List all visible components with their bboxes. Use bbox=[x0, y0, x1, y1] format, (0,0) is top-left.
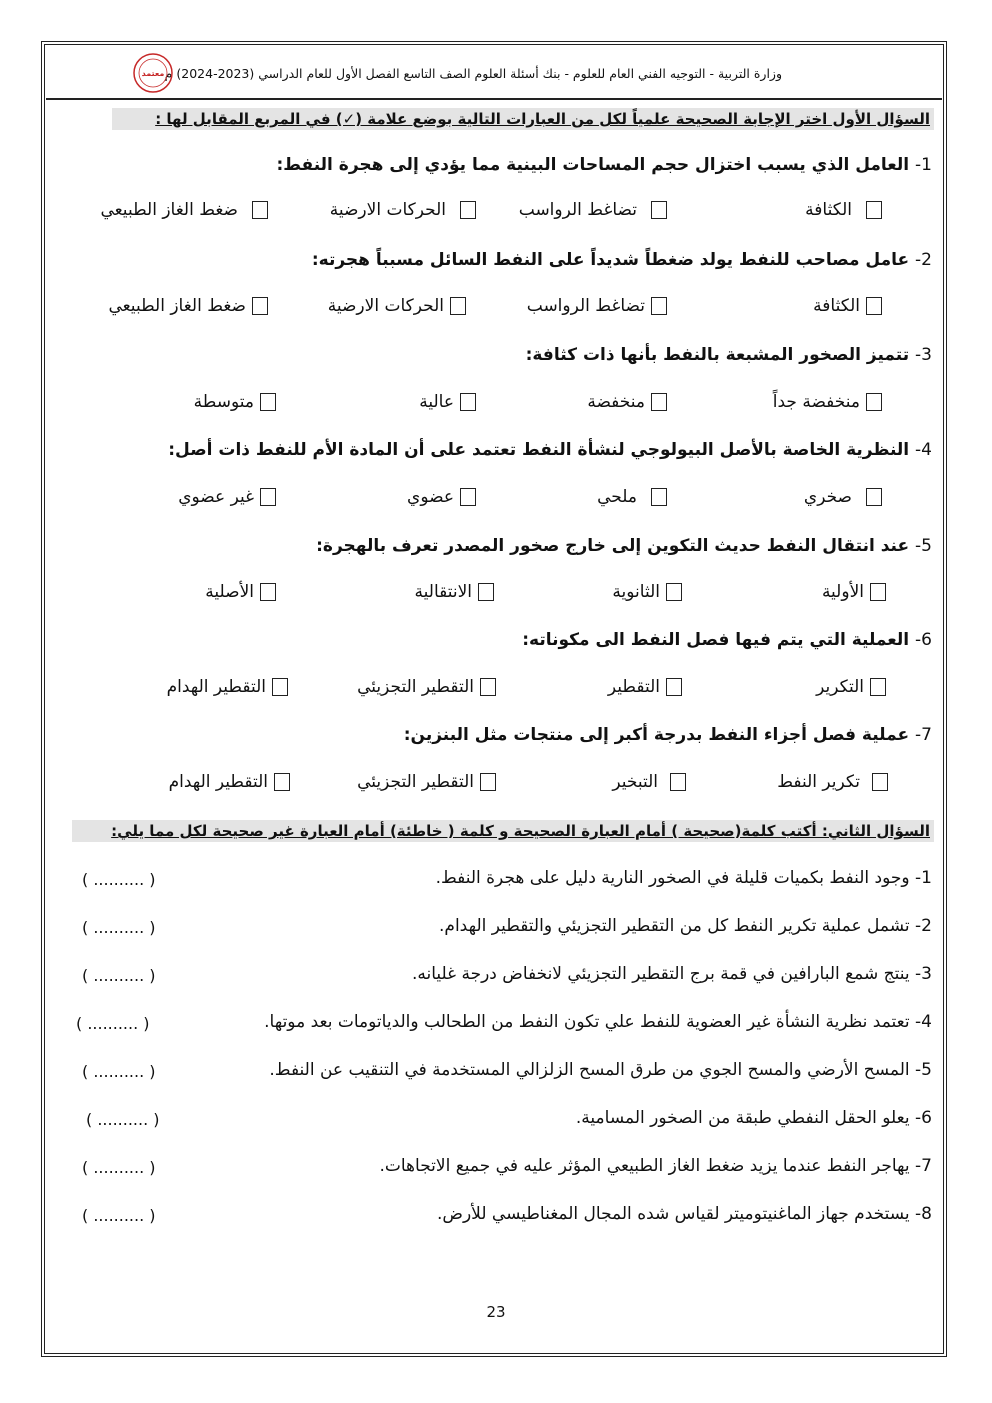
option-q2-4[interactable]: ضغط الغاز الطبيعي bbox=[108, 296, 268, 316]
statement-5: 5- المسح الأرضي والمسح الجوي من طرق المسح الزلزالي المستخدمة في التنقيب عن النفط. bbox=[269, 1060, 932, 1080]
checkbox[interactable] bbox=[260, 488, 276, 506]
question-5: 5- عند انتقال النفط حديث التكوين إلى خارج صخور المصدر تعرف بالهجرة: bbox=[316, 536, 932, 556]
answer-blank-7[interactable]: ( .......... ) bbox=[82, 1158, 156, 1177]
option-q7-4[interactable]: التقطير الهدام bbox=[169, 772, 290, 792]
checkbox[interactable] bbox=[651, 297, 667, 315]
answer-blank-8[interactable]: ( .......... ) bbox=[82, 1206, 156, 1225]
checkbox[interactable] bbox=[870, 583, 886, 601]
checkbox[interactable] bbox=[651, 201, 667, 219]
question-1: 1- العامل الذي يسبب اختزال حجم المساحات البينية مما يؤدي إلى هجرة النفط: bbox=[276, 155, 932, 175]
checkbox[interactable] bbox=[460, 201, 476, 219]
checkbox[interactable] bbox=[866, 297, 882, 315]
checkbox[interactable] bbox=[666, 678, 682, 696]
option-q7-1[interactable]: تكرير النفط bbox=[777, 772, 888, 792]
checkbox[interactable] bbox=[252, 201, 268, 219]
checkbox[interactable] bbox=[272, 678, 288, 696]
option-q5-2[interactable]: الثانوية bbox=[612, 582, 682, 602]
statement-6: 6- يعلو الحقل النفطي طبقة من الصخور المسامية. bbox=[575, 1108, 932, 1128]
option-q6-4[interactable]: التقطير الهدام bbox=[167, 677, 288, 697]
statement-1: 1- وجود النفط بكميات قليلة في الصخور النارية دليل على هجرة النفط. bbox=[435, 868, 932, 888]
option-q4-2[interactable]: ملحي bbox=[597, 487, 667, 507]
section2-title: السؤال الثاني: أكتب كلمة(صحيحة ) أمام العبارة الصحيحة و كلمة ( خاطئة) أمام العبارة غير صحيحة لكل مما يلي: bbox=[72, 820, 934, 842]
question-2: 2- عامل مصاحب للنفط يولد ضغطاً شديداً على النفط السائل مسبباً هجرته: bbox=[311, 250, 932, 270]
checkbox[interactable] bbox=[478, 583, 494, 601]
option-q4-1[interactable]: صخري bbox=[804, 487, 882, 507]
question-6: 6- العملية التي يتم فيها فصل النفط الى مكوناته: bbox=[522, 630, 932, 650]
option-q2-3[interactable]: الحركات الارضية bbox=[328, 296, 466, 316]
page-number: 23 bbox=[486, 1303, 506, 1321]
option-q4-4[interactable]: غير عضوي bbox=[178, 487, 276, 507]
option-q4-3[interactable]: عضوي bbox=[407, 487, 476, 507]
option-q3-2[interactable]: منخفضة bbox=[587, 392, 667, 412]
option-q5-3[interactable]: الانتقالية bbox=[415, 582, 494, 602]
checkbox[interactable] bbox=[480, 678, 496, 696]
option-q1-3[interactable]: الحركات الارضية bbox=[330, 200, 476, 220]
option-q6-3[interactable]: التقطير التجزيئي bbox=[357, 677, 496, 697]
question-3: 3- تتميز الصخور المشبعة بالنفط بأنها ذات كثافة: bbox=[525, 345, 932, 365]
checkbox[interactable] bbox=[480, 773, 496, 791]
option-q3-1[interactable]: منخفضة جداً bbox=[773, 392, 882, 412]
page-header bbox=[46, 48, 942, 100]
svg-text:معتمد: معتمد bbox=[141, 69, 165, 78]
option-q2-1[interactable]: الكثافة bbox=[813, 296, 882, 316]
checkbox[interactable] bbox=[866, 488, 882, 506]
checkbox[interactable] bbox=[260, 583, 276, 601]
checkbox[interactable] bbox=[252, 297, 268, 315]
statement-2: 2- تشمل عملية تكرير النفط كل من التقطير التجزيئي والتقطير الهدام. bbox=[439, 916, 932, 936]
statement-8: 8- يستخدم جهاز الماغنيتوميتر لقياس شده المجال المغناطيسي للأرض. bbox=[437, 1204, 932, 1224]
checkbox[interactable] bbox=[666, 583, 682, 601]
checkbox[interactable] bbox=[460, 488, 476, 506]
answer-blank-1[interactable]: ( .......... ) bbox=[82, 870, 156, 889]
checkbox[interactable] bbox=[651, 488, 667, 506]
option-q5-4[interactable]: الأصلية bbox=[205, 582, 276, 602]
checkbox[interactable] bbox=[866, 393, 882, 411]
statement-3: 3- ينتج شمع البارافين في قمة برج التقطير التجزيئي لانخفاض درجة غليانه. bbox=[411, 964, 932, 984]
answer-blank-4[interactable]: ( .......... ) bbox=[76, 1014, 150, 1033]
checkbox[interactable] bbox=[450, 297, 466, 315]
answer-blank-2[interactable]: ( .......... ) bbox=[82, 918, 156, 937]
answer-blank-5[interactable]: ( .......... ) bbox=[82, 1062, 156, 1081]
header-text: وزارة التربية - التوجيه الفني العام للعلوم - بنك أسئلة العلوم الصف التاسع الفصل الأول للعام الدراسي (2023-2024) م bbox=[164, 66, 782, 81]
answer-blank-6[interactable]: ( .......... ) bbox=[86, 1110, 160, 1129]
checkbox[interactable] bbox=[866, 201, 882, 219]
checkbox[interactable] bbox=[460, 393, 476, 411]
checkbox[interactable] bbox=[872, 773, 888, 791]
option-q1-1[interactable]: الكثافة bbox=[805, 200, 882, 220]
seal-logo-icon bbox=[132, 52, 174, 94]
option-q1-2[interactable]: تضاغط الرواسب bbox=[519, 200, 667, 220]
checkbox[interactable] bbox=[274, 773, 290, 791]
option-q7-2[interactable]: التبخير bbox=[612, 772, 686, 792]
statement-4: 4- تعتمد نظرية النشأة غير العضوية للنفط علي تكون النفط من الطحالب والدياتومات بعد موتها. bbox=[264, 1012, 932, 1032]
checkbox[interactable] bbox=[260, 393, 276, 411]
option-q2-2[interactable]: تضاغط الرواسب bbox=[527, 296, 667, 316]
section1-title: السؤال الأول اختر الإجابة الصحيحة علمياً لكل من العبارات التالية بوضع علامة (✓) في المربع المقابل لها : bbox=[112, 108, 934, 130]
option-q1-4[interactable]: ضغط الغاز الطبيعي bbox=[100, 200, 268, 220]
option-q6-1[interactable]: التكرير bbox=[816, 677, 886, 697]
checkbox[interactable] bbox=[651, 393, 667, 411]
option-q6-2[interactable]: التقطير bbox=[608, 677, 682, 697]
checkbox[interactable] bbox=[670, 773, 686, 791]
question-4: 4- النظرية الخاصة بالأصل البيولوجي لنشأة النفط تعتمد على أن المادة الأم للنفط ذات أصل: bbox=[168, 440, 932, 460]
question-7: 7- عملية فصل أجزاء النفط بدرجة أكبر إلى منتجات مثل البنزين: bbox=[403, 725, 932, 745]
option-q3-4[interactable]: متوسطة bbox=[194, 392, 276, 412]
option-q3-3[interactable]: عالية bbox=[419, 392, 476, 412]
statement-7: 7- يهاجر النفط عندما يزيد ضغط الغاز الطبيعي المؤثر عليه في جميع الاتجاهات. bbox=[379, 1156, 932, 1176]
checkbox[interactable] bbox=[870, 678, 886, 696]
answer-blank-3[interactable]: ( .......... ) bbox=[82, 966, 156, 985]
option-q7-3[interactable]: التقطير التجزيئي bbox=[357, 772, 496, 792]
option-q5-1[interactable]: الأولية bbox=[822, 582, 886, 602]
